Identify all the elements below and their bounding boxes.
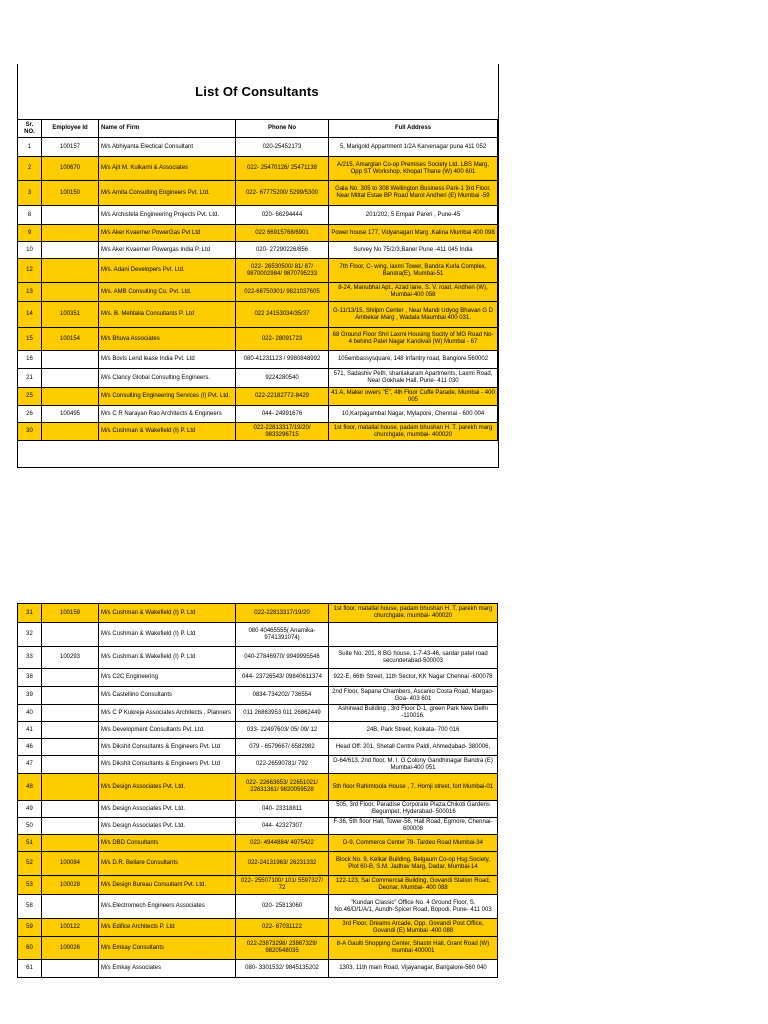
cell-address: 7th Floor, C- wing, laxmi Tower, Bandra Kurla Complex, Bandra(E), Mumbai-51 [329,259,498,283]
cell-sr: 25 [18,388,42,406]
cell-address: 10,Karpagambal Nagar, Mylapore, Chennai - 600 004 [329,406,498,423]
cell-address: Head Off: 201, Shetall Centre Paldi, Ahmedabad- 380006, [329,739,498,756]
cell-employee-id: 100028 [42,876,99,895]
table-row [18,756,498,774]
cell-address: D-64/613, 2nd floor, M. I. G Colony Gandhinagar Bandra (E) Mumbai-400 051 [329,756,498,774]
cell-firm: M/s Design Bureau Consultant Pvt. Ltd. [99,876,236,895]
cell-address: 922-E, 66th Street, 11th Sector, KK Nagar Chennai -600078 [329,669,498,687]
cell-employee-id: 100150 [42,181,99,206]
cell-firm: M/s Bhuva Associates [99,328,236,351]
table-row [18,835,498,852]
cell-sr: 47 [18,756,42,774]
cell-phone: 044- 24991676 [236,406,329,423]
cell-firm: M/s Aker Kvaerner Powergas India P. Ltd [99,242,236,259]
cell-firm: M/s. B. Mehtalia Consultants P. Ltd [99,302,236,328]
table-row [18,259,498,283]
cell-sr: 50 [18,818,42,835]
cell-firm: M/s Ajit M. Kulkarni & Associates [99,157,236,181]
cell-employee-id [42,739,99,756]
cell-address: 122-123, Sai Commercial Building, Govandi Station Road, Deonar, Mumbai- 400 088 [329,876,498,895]
cell-phone: 044- 42327307 [236,818,329,835]
cell-sr: 31 [18,604,42,623]
header-sr: Sr. NO. [18,120,42,138]
table-row [18,206,498,225]
cell-firm: M/s Castellino Consultants [99,687,236,705]
cell-employee-id [42,818,99,835]
cell-address: F-36, 5th floor Hall, Tower-56, Hall Road, Egmore, Chennai-600008 [329,818,498,835]
table-row [18,687,498,705]
table-row [18,774,498,801]
cell-address: Survey No 75/2/3,Baner Pune -411 045 India [329,242,498,259]
table-row [18,423,498,441]
cell-phone: 033- 22497603/ 05/ 09/ 12 [236,722,329,739]
cell-phone: 080-41231123 / 9980848992 [236,351,329,369]
cell-firm: M/s. AMB Consulting Co. Pvt. Ltd. [99,283,236,302]
cell-phone: 020- 25813060 [236,895,329,919]
cell-employee-id: 100154 [42,328,99,351]
cell-address: 41 A, Maker owers "E", 4th Floor Cuffe Parade, Mumbai - 400 005 [329,388,498,406]
table-row [18,302,498,328]
cell-sr: 12 [18,259,42,283]
cell-firm: M/s. Adani Developers Pvt. Ltd. [99,259,236,283]
cell-sr: 14 [18,302,42,328]
cell-employee-id [42,722,99,739]
cell-sr: 26 [18,406,42,423]
cell-sr: 33 [18,647,42,669]
cell-firm: M/s Design Associates Pvt. Ltd. [99,818,236,835]
table-row [18,739,498,756]
cell-firm: M/s Dikshit Consultants & Engineers Pvt. Ltd [99,739,236,756]
cell-sr: 58 [18,895,42,919]
cell-employee-id: 100670 [42,157,99,181]
cell-firm: M/s Amita Consulting Engineers Pvt. Ltd. [99,181,236,206]
cell-phone: 022- 67775200/ 5299/5300 [236,181,329,206]
table-row [18,283,498,302]
cell-employee-id [42,705,99,722]
cell-address: Ashirwad Building , 3rd Floor D-1, green Park New Delhi -110016. [329,705,498,722]
cell-firm: M/s Abhiyanta Electical Consultant [99,138,236,157]
cell-phone: 022-66750301/ 9821037605 [236,283,329,302]
cell-firm: M/s.Electromech Engineers Associates [99,895,236,919]
cell-employee-id [42,259,99,283]
cell-sr: 15 [18,328,42,351]
cell-employee-id: 100157 [42,138,99,157]
table-row [18,623,498,647]
cell-phone: 022- 25507100/ 101/ 5597327/ 72 [236,876,329,895]
cell-phone: 022-22813317/19/20 [236,604,329,623]
cell-phone: 022 24153034/35/37 [236,302,329,328]
cell-sr: 13 [18,283,42,302]
table-row [18,705,498,722]
cell-phone: 011 26863953 011 26862449 [236,705,329,722]
cell-phone: 022- 26530500/ 81/ 87/ 9870002984/ 9870795233 [236,259,329,283]
cell-phone: 022 66915768/6901 [236,225,329,242]
cell-address: 201/202, 5 Empair Pareri , Pune-45 [329,206,498,225]
cell-address: Suite No. 201, 8 BG house, 1-7-43-46, sardar patel road secunderabad-500003 [329,647,498,669]
table-header-row [18,120,498,138]
cell-employee-id [42,960,99,978]
cell-address: Power house 177, Vidyanagari Marg ,Kalina Mumbai 400 098 [329,225,498,242]
cell-sr: 51 [18,835,42,852]
cell-firm: M/s C P Kukreja Associates Architects , Planners [99,705,236,722]
table-row [18,852,498,876]
cell-sr: 41 [18,722,42,739]
cell-address: G-11/13/15, Shilpin Center , Near Mandi Udyog Bhavan G D Ambekar Marg , Wadala Maumbai 400 031. [329,302,498,328]
cell-employee-id [42,801,99,818]
header-employee-id: Employee Id [42,120,99,138]
cell-employee-id: 100495 [42,406,99,423]
cell-firm: M/s C2C Engineering [99,669,236,687]
table-row [18,895,498,919]
consultants-table-1 [17,119,498,441]
cell-address: Gala No. 305 to 308 Wellington Business Park-1 3rd Floor, Near Mittal Estae BP Road Marol Andheri (E) Mumbai -59 [329,181,498,206]
cell-phone: 079 - 6579667/ 6582982 [236,739,329,756]
cell-sr: 8 [18,206,42,225]
cell-employee-id [42,835,99,852]
cell-sr: 3 [18,181,42,206]
table-row [18,369,498,388]
cell-address: 1st floor, matallal house, padam bhushan H. T. parekh marg churchgate, mumbai- 400020 [329,604,498,623]
cell-firm: M/s Design Associates Pvt. Ltd. [99,801,236,818]
cell-firm: M/s Aker Kvaerner PowerGas Pvt Ltd [99,225,236,242]
cell-phone: 022- 4944884/ 4975422 [236,835,329,852]
cell-address: D-9, Commerce Center 78- Tardeo Road Mumbai-34 [329,835,498,852]
cell-phone: 022-22813317/19/20/ 9833296715 [236,423,329,441]
table-row [18,406,498,423]
table-row [18,138,498,157]
cell-phone: 022- 25470126/ 25471138 [236,157,329,181]
cell-sr: 16 [18,351,42,369]
cell-phone: 022- 67031122 [236,919,329,937]
cell-sr: 32 [18,623,42,647]
cell-phone: 022- 28091723 [236,328,329,351]
cell-phone: 022-26590781/ 792 [236,756,329,774]
cell-firm: M/s Cushman & Wakefield (I) P. Ltd [99,623,236,647]
cell-employee-id [42,623,99,647]
table-row [18,801,498,818]
table-row [18,328,498,351]
cell-address: Block No. 9, Kelkar Building, Belgaum Co-op Hsg.Society, Plot 60-B, S.M. Jadhav Marg, Dadar, Mumbai-14 [329,852,498,876]
table-row [18,157,498,181]
cell-phone: 080- 3301532/ 9845135202 [236,960,329,978]
cell-employee-id: 100159 [42,604,99,623]
cell-employee-id: 100026 [42,937,99,960]
table-row [18,919,498,937]
cell-employee-id [42,687,99,705]
cell-firm: M/s Cushman & Wakefield (I) P. Ltd [99,604,236,623]
cell-sr: 49 [18,801,42,818]
table-row [18,242,498,259]
cell-address: 1303, 11th main Road, Vijayanagar, Bangalore-560 040 [329,960,498,978]
table-row [18,647,498,669]
cell-phone: 022-23873298/ 23867329/ 9820548035 [236,937,329,960]
table-row [18,818,498,835]
cell-address: 3rd Floor, Dreams Arcade, Opp. Govandi Post Office, Govandi (E) Mumbai -400 088 [329,919,498,937]
cell-sr: 39 [18,687,42,705]
cell-address: 105embassysquare, 148 Infantry road, Banglore 560002 [329,351,498,369]
cell-employee-id [42,351,99,369]
cell-employee-id: 100293 [42,647,99,669]
table-row [18,604,498,623]
cell-firm: M/s Clancy Global Consulting Engineers. [99,369,236,388]
table-row [18,960,498,978]
cell-employee-id [42,669,99,687]
cell-firm: M/s Emkay Consultants [99,937,236,960]
cell-address: 8-A Gaulti Shopping Center, Shastri Hall, Grant Road (W) mumbai 400001 [329,937,498,960]
cell-phone: 9224280540 [236,369,329,388]
cell-firm: M/s Cushman & Wakefield (I) P. Ltd [99,423,236,441]
cell-sr: 1 [18,138,42,157]
cell-firm: M/s D.R. Bellare Consultants [99,852,236,876]
cell-sr: 53 [18,876,42,895]
cell-address: A/215, Amarglan Co-op Premises Society Ltd. LBS Marg, Opp ST Workshop, Khopat Thane (W) 400 601 [329,157,498,181]
cell-address: "Kundan Classic" Office No. 4 Ground Floor, S. No.46/D/1/A/1, Aundh-Spicer Road, Bopodi, Pune- 411 003 [329,895,498,919]
cell-sr: 9 [18,225,42,242]
cell-sr: 10 [18,242,42,259]
cell-firm: M/s Edifice Architects P. Ltd [99,919,236,937]
header-firm: Name of Firm [99,120,236,138]
header-address: Full Address [329,120,498,138]
cell-firm: M/s C R Narayan Rao Architects & Engineers [99,406,236,423]
cell-firm: M/s Cushman & Wakefield (I) P. Ltd [99,647,236,669]
cell-employee-id [42,242,99,259]
cell-phone: 020- 27290226/856 [236,242,329,259]
cell-address: 5th floor Rahimtoola House , 7, Homji street, fort Mumbai-01 [329,774,498,801]
table-row [18,937,498,960]
cell-address: 2nd Floor, Sapana Chambers, Ascanio Costa Road, Margao- Goa- 403 601 [329,687,498,705]
page-title: List Of Consultants [195,84,319,99]
cell-phone: 0834-734202/ 736554 [236,687,329,705]
cell-address: 5, Marigold Appartment 1/2A Karvenagar puna 411 052 [329,138,498,157]
cell-firm: M/s Consulting Engineering Services (I) Pvt. Ltd. [99,388,236,406]
cell-address: 68 Ground Floor Shri Laxmi Housing Socity of MG Road No-4 behind Patel Nagar Kandivali (W) Mumbai - 67 [329,328,498,351]
cell-address: 24B, Park Street, Kolkata- 700 016 [329,722,498,739]
cell-sr: 46 [18,739,42,756]
cell-sr: 61 [18,960,42,978]
cell-sr: 48 [18,774,42,801]
cell-phone: 020-25452173 [236,138,329,157]
cell-employee-id: 100351 [42,302,99,328]
table-row [18,225,498,242]
cell-address [329,623,498,647]
table-row [18,876,498,895]
cell-employee-id [42,206,99,225]
cell-sr: 2 [18,157,42,181]
table-row [18,351,498,369]
cell-firm: M/s Bovis Lend lease India Pvt. Ltd [99,351,236,369]
table-row [18,388,498,406]
cell-sr: 52 [18,852,42,876]
cell-firm: M/s Archistela Engineering Projects Pvt. Ltd. [99,206,236,225]
cell-phone: 022-24131963/ 26231332 [236,852,329,876]
cell-employee-id: 100122 [42,919,99,937]
cell-phone: 044- 23726543/ 09840611374 [236,669,329,687]
cell-phone: 022- 22663653/ 22651021/ 22631361/ 9820059528 [236,774,329,801]
cell-address: 571, Sadashiv Peth, shanlakaram Apartments, Laxmi Road, Near Gokhale Hall, Pune- 411 030 [329,369,498,388]
cell-phone: 080 40465555( Anamika- 9741391074) [236,623,329,647]
cell-firm: M/s DBD Consultants [99,835,236,852]
cell-address: 8-24, Manubhai Apt., Azad lane, S. V. road, Andheri (W), Mumbai-400 058 [329,283,498,302]
cell-address: 1st floor, matallal house, padam bhushan H. T. parekh marg churchgate, mumbai- 400020 [329,423,498,441]
table-row [18,181,498,206]
cell-phone: 040-27846970/ 9949995546 [236,647,329,669]
cell-firm: M/s Emkay Associates [99,960,236,978]
cell-employee-id [42,225,99,242]
cell-employee-id [42,369,99,388]
table-row [18,669,498,687]
cell-employee-id [42,774,99,801]
cell-sr: 38 [18,669,42,687]
consultants-table-2 [17,603,498,978]
cell-employee-id [42,756,99,774]
cell-sr: 21 [18,369,42,388]
cell-phone: 022-22182772-8429 [236,388,329,406]
cell-sr: 30 [18,423,42,441]
cell-employee-id: 100084 [42,852,99,876]
table-row [18,722,498,739]
cell-employee-id [42,388,99,406]
cell-employee-id [42,423,99,441]
cell-firm: M/s Development Consultants Pvt. Ltd. [99,722,236,739]
cell-firm: M/s Design Associates Pvt. Ltd. [99,774,236,801]
header-phone: Phone No [236,120,329,138]
cell-firm: M/s Dikshit Consultants & Engineers Pvt. Ltd [99,756,236,774]
cell-employee-id [42,895,99,919]
cell-employee-id [42,283,99,302]
cell-sr: 40 [18,705,42,722]
cell-sr: 59 [18,919,42,937]
cell-address: 505, 3rd Floor, Paradise Corporate Plaza,Chikoti Gardens ,Begumpet, Hyderabad- 500016 [329,801,498,818]
cell-phone: 020- 66294444 [236,206,329,225]
cell-phone: 040- 23318811 [236,801,329,818]
cell-sr: 60 [18,937,42,960]
